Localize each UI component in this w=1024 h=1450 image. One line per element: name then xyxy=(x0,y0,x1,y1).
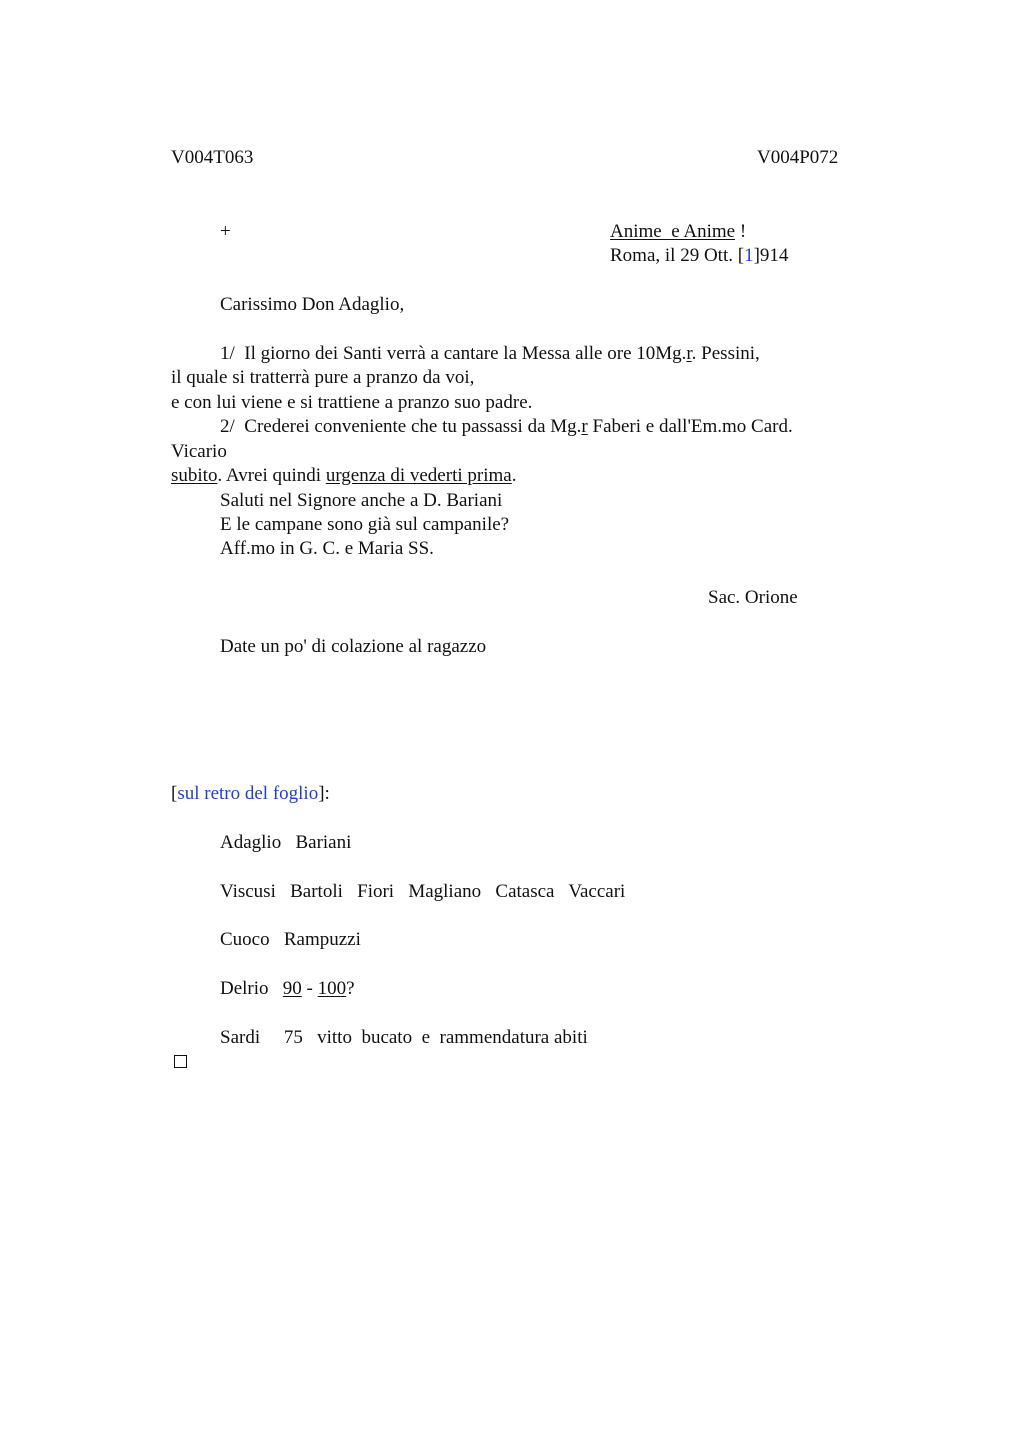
text-span: 1/ Il giorno dei Santi verrà a cantare la Messa alle ore 10Mg. xyxy=(220,343,687,364)
greeting-line-2: E le campane sono già sul campanile? xyxy=(220,514,510,535)
verso-line-4 xyxy=(220,977,355,1001)
text-span: . Pessini, xyxy=(691,343,760,364)
text-span: - xyxy=(301,978,318,999)
cross-mark: + xyxy=(220,221,231,242)
underlined-span: subito xyxy=(171,465,218,486)
verso-line-3: Cuoco Rampuzzi xyxy=(220,929,361,950)
underlined-span: urgenza di vederti prima xyxy=(325,465,512,486)
verso-line-1: Adaglio Bariani xyxy=(220,832,352,853)
bracket: [ xyxy=(171,783,178,804)
dateline xyxy=(610,244,788,268)
document-code-right: V004P072 xyxy=(757,147,839,168)
paragraph-2-line-2: Vicario xyxy=(171,441,227,462)
text-span: . Avrei quindi xyxy=(217,465,326,486)
verso-line-2: Viscusi Bartoli Fiori Magliano Catasca Vaccari xyxy=(220,881,626,902)
paragraph-1-line-2: il quale si tratterrà pure a pranzo da voi, xyxy=(171,367,475,388)
motto-text: Anime e Anime xyxy=(610,221,736,242)
paragraph-2-line-1 xyxy=(220,415,793,439)
paragraph-2-line-3 xyxy=(171,464,516,488)
end-box-icon xyxy=(174,1055,187,1068)
greeting-line-3: Aff.mo in G. C. e Maria SS. xyxy=(220,538,434,559)
dateline-editorial-digit: 1 xyxy=(744,245,754,266)
underlined-span: 100 xyxy=(317,978,347,999)
text-span: 2/ Crederei conveniente che tu passassi da Mg. xyxy=(220,416,582,437)
postscript: Date un po' di colazione al ragazzo xyxy=(220,636,487,657)
underlined-span: r xyxy=(686,343,692,364)
motto-exclamation: ! xyxy=(735,221,747,242)
greeting-line-1: Saluti nel Signore anche a D. Bariani xyxy=(220,490,503,511)
text-span: ? xyxy=(346,978,355,999)
paragraph-1-line-3: e con lui viene e si trattiene a pranzo suo padre. xyxy=(171,392,533,413)
verso-line-5: Sardi 75 vitto bucato e rammendatura abiti xyxy=(220,1027,588,1048)
paragraph-1-line-1 xyxy=(220,342,760,366)
signature: Sac. Orione xyxy=(708,587,798,608)
salutation: Carissimo Don Adaglio, xyxy=(220,294,405,315)
verso-heading xyxy=(171,782,330,806)
text-span: . xyxy=(511,465,517,486)
underlined-span: r xyxy=(581,416,588,437)
bracket: ]: xyxy=(318,783,330,804)
text-span: Faberi e dall'Em.mo Card. xyxy=(587,416,793,437)
verso-label: sul retro del foglio xyxy=(177,783,319,804)
document-code-left: V004T063 xyxy=(171,147,254,168)
dateline-prefix: Roma, il 29 Ott. [ xyxy=(610,245,745,266)
underlined-span: 90 xyxy=(282,978,302,999)
text-span: Delrio xyxy=(220,978,283,999)
dateline-suffix: ]914 xyxy=(753,245,789,266)
motto xyxy=(610,220,746,244)
